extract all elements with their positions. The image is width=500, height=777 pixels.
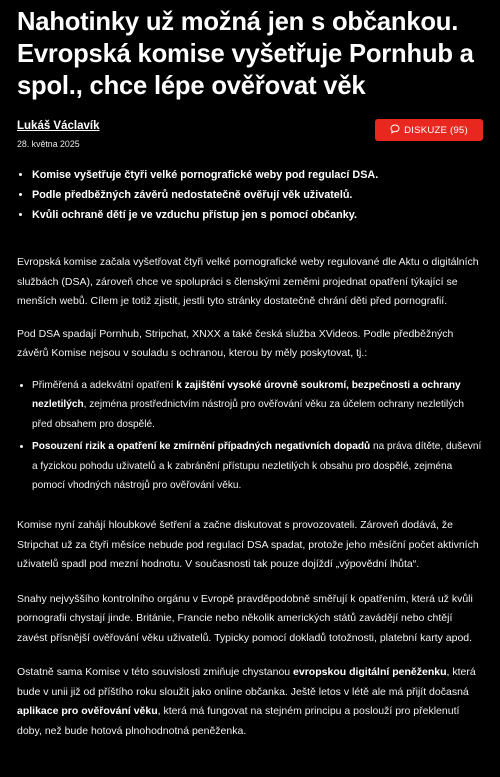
discussion-button[interactable] <box>375 119 483 141</box>
chat-bubble-icon <box>390 124 400 137</box>
paragraph: Evropská komise začala vyšetřovat čtyři velké pornografické weby regulované dle Aktu o digitálních službách (DSA), zároveň chce ve spolupráci s členskými zeměmi projednat opatření týkající se menších webů. Cílem je totiž zjistit, jestli tyto stránky dostatečně chrání děti před pornografií. <box>17 256 479 307</box>
paragraph: Ostatně sama Komise v této souvislosti zmiňuje chystanou evropskou digitální peněženku, která bude v unii již od příštího roku sloužit jako online občanka. Ještě letos v létě ale má přijít dočasná aplikace pro ověřování věku, která má fungovat na stejném principu a poslouží pro překlenutí doby, než bude hotová plnohodnotná peněženka. <box>17 666 476 737</box>
summary-list <box>17 165 483 225</box>
discussion-label: DISKUZE (95) <box>404 124 468 136</box>
article-meta <box>17 116 483 152</box>
digital-wallet-term: evropskou digitální peněženku <box>293 666 447 679</box>
article-title: Nahotinky už možná jen s občankou. Evropská komise vyšetřuje Pornhub a spol., chce lépe ověřovat věk <box>17 8 474 100</box>
list-item: • Posouzení rizik a opatření ke zmírnění případných negativních dopadů na práva dítěte, duševní a fyzickou pohodu uživatelů a k zabránění přístupu nezletilých k obsahu pro dospělé, zejména pomocí vhodných nástrojů pro ověřování věku. <box>32 437 483 496</box>
publish-date: 28. května 2025 <box>17 139 80 149</box>
paragraph: Snahy nejvyššího kontrolního orgánu v Evropě pravděpodobně směřují k opatřením, která už kvůli pornografii chystají jinde. Británie, Francie nebo několik amerických států zavádějí nebo chtějí zavést přísnější ověřování věku uživatelů. Typicky pomocí dokladů totožnosti, platební karty apod. <box>17 592 473 644</box>
paragraph: Komise nyní zahájí hloubkové šetření a začne diskutovat s provozovateli. Zároveň dodává, že Stripchat už za čtyři měsíce nebude pod regulací DSA spadat, protože jeho měsíční počet aktivních uživatelů spadl pod mezní hodnotu. V současnosti tak pouze dojíždí „výpovědní lhůta“. <box>17 519 479 571</box>
age-app-term: aplikace pro ověřování věku <box>17 705 158 718</box>
author-link[interactable]: Lukáš Václavík <box>17 120 100 132</box>
summary-item: • Kvůli ochraně dětí je ve vzduchu přístup jen s pomocí občanky. <box>32 205 483 225</box>
summary-item: • Komise vyšetřuje čtyři velké pornografické weby pod regulací DSA. <box>32 165 483 185</box>
list-item: • Přiměřená a adekvátní opatření k zajištění vysoké úrovně soukromí, bezpečnosti a ochrany nezletilých, zejména prostřednictvím nástrojů pro ověřování věku za účelem ochrany nezletilých před obsahem pro dospělé. <box>32 376 483 435</box>
summary-item: • Podle předběžných závěrů nedostatečně ověřují věk uživatelů. <box>32 185 483 205</box>
obligations-list <box>17 376 483 497</box>
paragraph: Pod DSA spadají Pornhub, Stripchat, XNXX a také česká služba XVideos. Podle předběžných závěrů Komise nejsou v souladu s ochranou, kterou by měly poskytovat, tj.: <box>17 327 454 359</box>
